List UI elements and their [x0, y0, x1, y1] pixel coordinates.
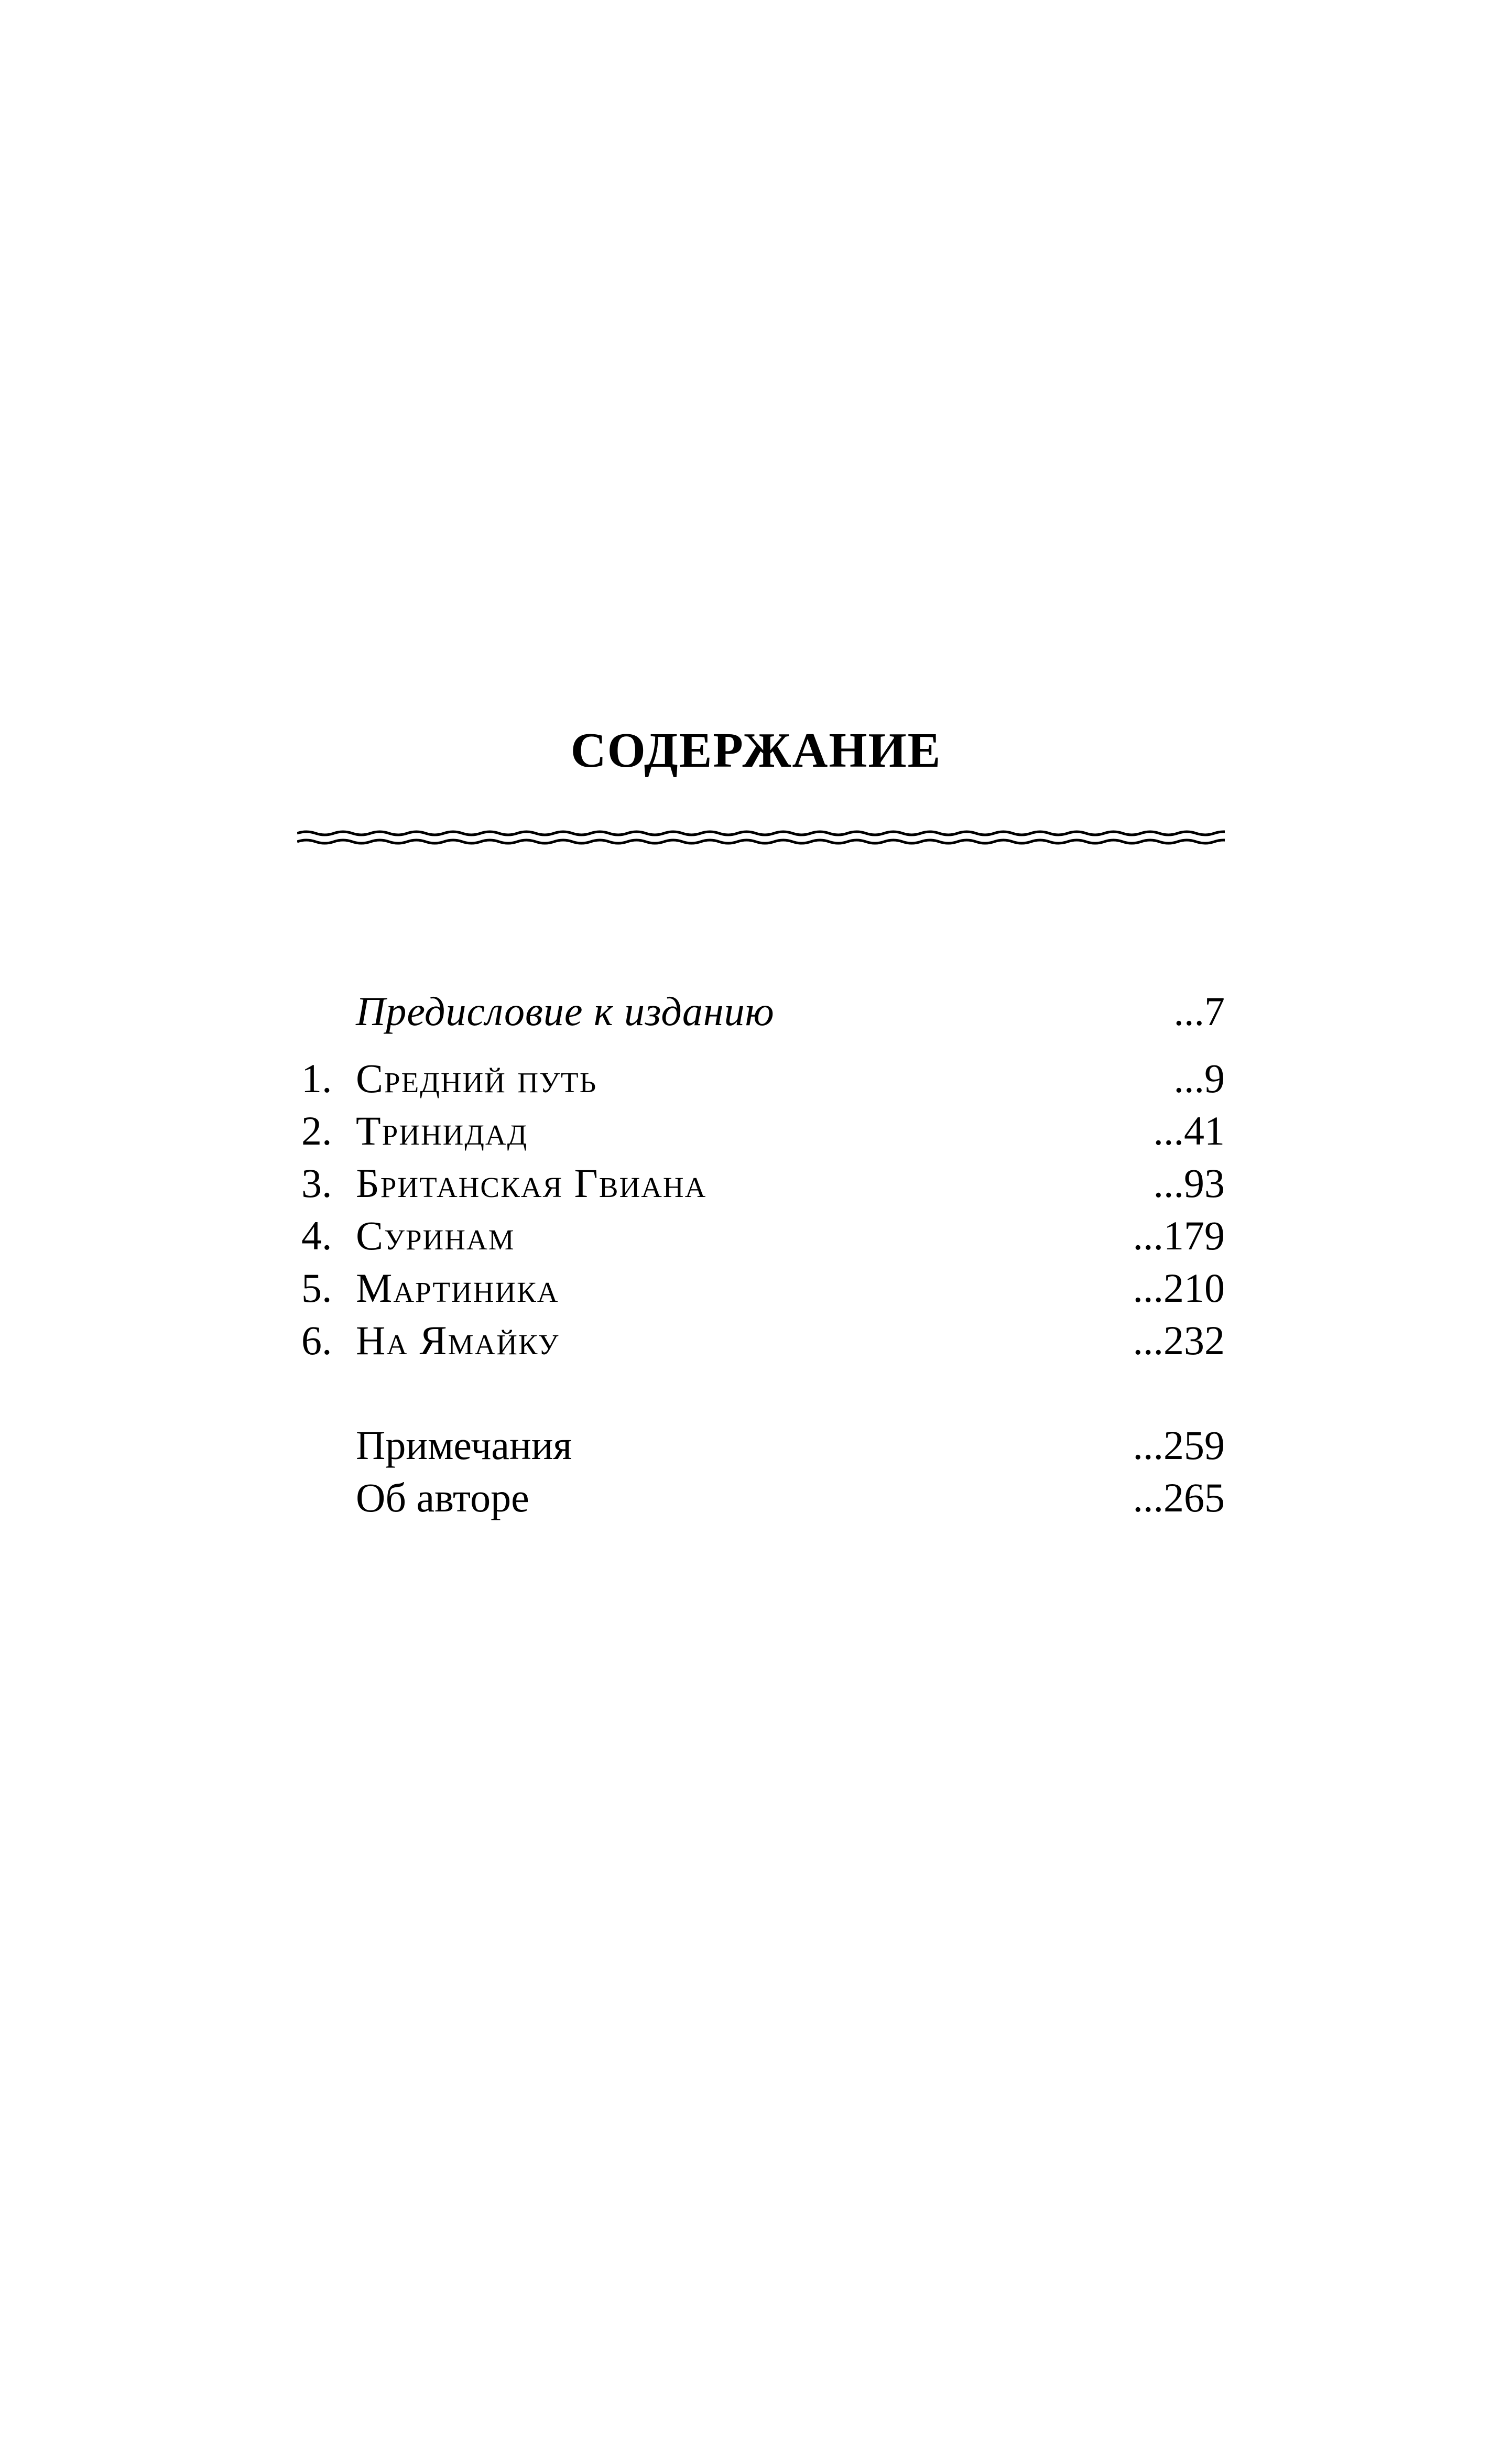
toc-entry-chapter-2[interactable]: [297, 1105, 1225, 1157]
toc-entry-page: ...9: [1173, 1055, 1225, 1101]
toc-entry-number: 1.: [301, 1055, 332, 1101]
toc-entry-label: Предисловие к изданию: [356, 988, 775, 1034]
toc-entry-page: ...210: [1133, 1265, 1225, 1311]
toc-entry-number: 3.: [301, 1160, 332, 1206]
toc-entry-preface[interactable]: [297, 985, 1225, 1038]
toc-entry-about-author[interactable]: [297, 1472, 1225, 1524]
toc-entry-label: На Ямайку: [356, 1318, 560, 1363]
toc-entry-label: Тринидад: [356, 1108, 528, 1153]
toc-entry-number: 4.: [301, 1213, 332, 1258]
toc-entry-chapter-5[interactable]: [297, 1262, 1225, 1314]
toc-entry-notes[interactable]: [297, 1419, 1225, 1472]
toc-entry-page: ...93: [1153, 1160, 1225, 1206]
toc-entry-chapter-3[interactable]: [297, 1157, 1225, 1210]
toc-entry-chapter-1[interactable]: [297, 1052, 1225, 1105]
toc-entry-label: Об авторе: [356, 1475, 529, 1520]
toc-entry-number: 6.: [301, 1318, 332, 1363]
toc-entry-page: ...265: [1133, 1475, 1225, 1520]
toc-entry-page: ...259: [1133, 1422, 1225, 1468]
toc-entry-page: ...179: [1133, 1213, 1225, 1258]
toc-entry-label: Мартиника: [356, 1265, 559, 1311]
toc-entry-number: 2.: [301, 1108, 332, 1153]
toc-entry-number: 5.: [301, 1265, 332, 1311]
toc-entry-label: Примечания: [356, 1422, 572, 1468]
toc-spacer: [297, 1367, 1225, 1419]
toc-entry-label: Средний путь: [356, 1055, 597, 1101]
page-title: СОДЕРЖАНИЕ: [570, 723, 942, 778]
toc-entry-page: ...232: [1133, 1318, 1225, 1363]
toc-entry-chapter-4[interactable]: [297, 1210, 1225, 1262]
toc-entry-page: ...41: [1153, 1108, 1225, 1153]
toc-entry-label: Суринам: [356, 1213, 515, 1258]
toc-entry-chapter-6[interactable]: [297, 1314, 1225, 1367]
toc-entry-page: ...7: [1173, 988, 1225, 1034]
wavy-divider: [297, 827, 1225, 848]
table-of-contents: [297, 985, 1225, 1524]
toc-entry-label: Британская Гвиана: [356, 1160, 707, 1206]
